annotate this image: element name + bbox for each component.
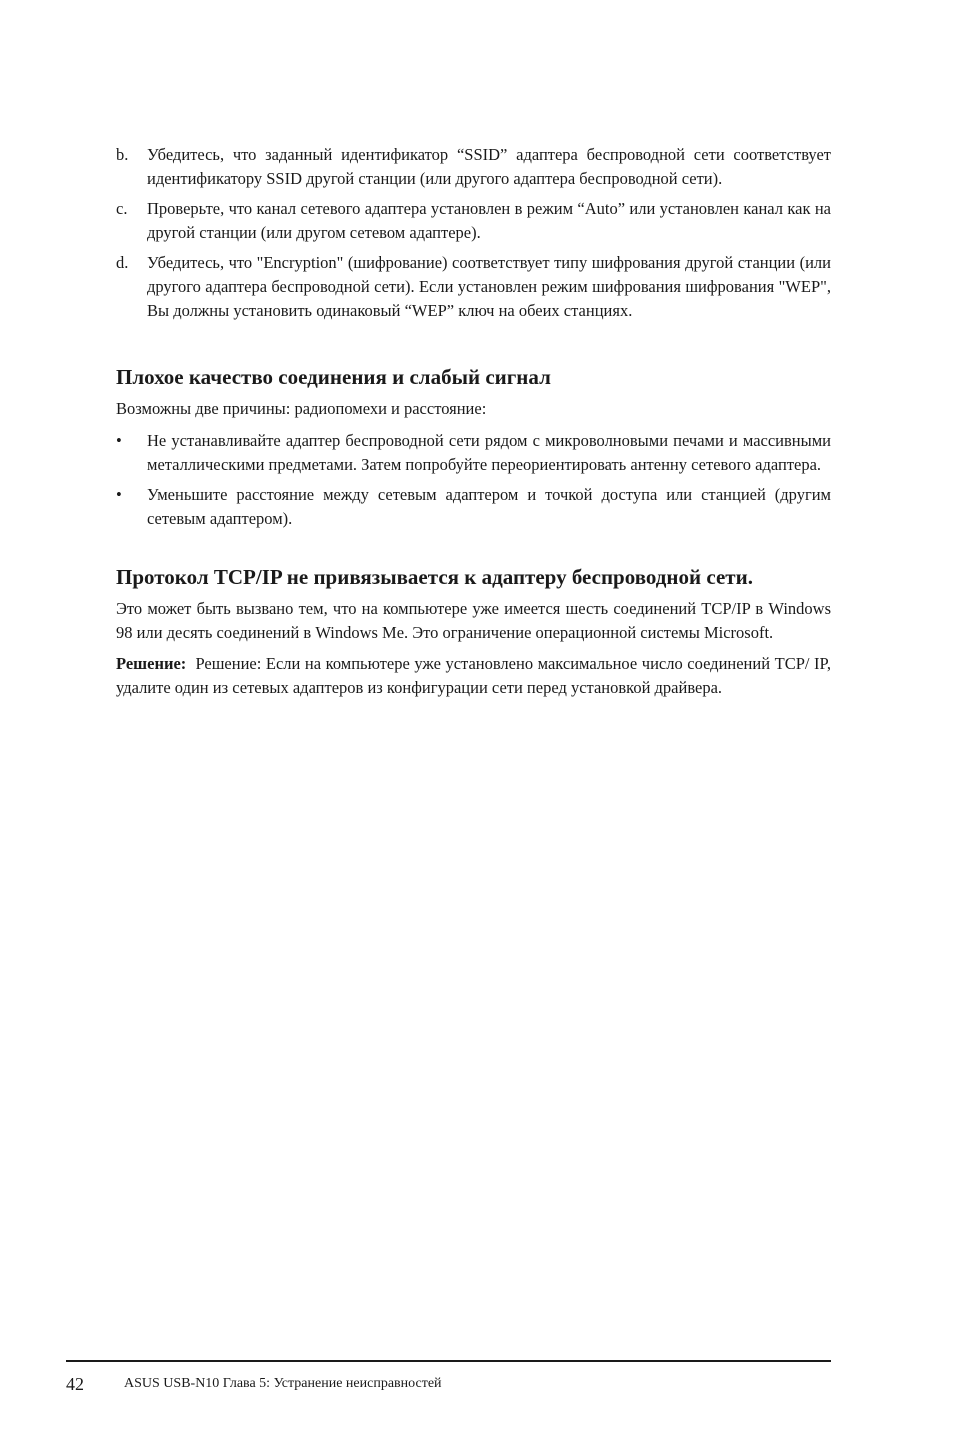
- bullet-item: [116, 429, 831, 477]
- solution-paragraph: [116, 652, 831, 700]
- section-heading-tcpip: Протокол TCP/IP не привязывается к адаптеру беспроводной сети.: [116, 565, 753, 589]
- solution-text: Решение: Если на компьютере уже установлено максимальное число соединений TCP/ IP, удалите один из сетевых адаптеров из конфигурации сети перед установкой драйвера.: [116, 654, 832, 697]
- list-item-text: Убедитесь, что "Encryption" (шифрование) соответствует типу шифрования другой станции (или другого адаптера беспроводной сети). Если установлен режим шифрования шифрования "WEP", Вы должны установить одинаковый “WEP” ключ на обеих станциях.: [147, 253, 831, 320]
- list-item-text: Проверьте, что канал сетевого адаптера установлен в режим “Auto” или установлен канал как на другой станции (или другом сетевом адаптере).: [147, 199, 831, 242]
- page-content: [116, 143, 831, 707]
- bullet-item: [116, 483, 831, 531]
- section-intro: Возможны две причины: радиопомехи и расстояние:: [116, 399, 487, 418]
- list-marker: c.: [116, 199, 128, 218]
- bullet-marker: •: [116, 431, 122, 450]
- page-number: 42: [66, 1374, 84, 1394]
- list-marker: b.: [116, 145, 129, 164]
- section-heading-signal: Плохое качество соединения и слабый сигнал: [116, 365, 551, 389]
- checklist-item-d: [116, 251, 831, 323]
- list-item-text: Убедитесь, что заданный идентификатор “SSID” адаптера беспроводной сети соответствует идентификатору SSID другой станции (или другого адаптера беспроводной сети).: [147, 145, 831, 188]
- bullet-list: [116, 429, 831, 531]
- bullet-marker: •: [116, 485, 122, 504]
- section-paragraph: Это может быть вызвано тем, что на компьютере уже имеется шесть соединений TCP/IP в Windows 98 или десять соединений в Windows Me. Это ограничение операционной системы Microsoft.: [116, 599, 831, 642]
- footer-divider: [66, 1360, 831, 1362]
- list-marker: d.: [116, 253, 129, 272]
- footer-chapter-title: ASUS USB-N10 Глава 5: Устранение неисправностей: [124, 1376, 442, 1391]
- bullet-text: Не устанавливайте адаптер беспроводной сети рядом с микроволновыми печами и массивными металлическими предметами. Затем попробуйте переориентировать антенну сетевого адаптера.: [147, 431, 831, 474]
- checklist-item-b: [116, 143, 831, 191]
- checklist-item-c: [116, 197, 831, 245]
- bullet-text: Уменьшите расстояние между сетевым адаптером и точкой доступа или станцией (другим сетевым адаптером).: [147, 485, 831, 528]
- solution-label: Решение:: [116, 654, 187, 673]
